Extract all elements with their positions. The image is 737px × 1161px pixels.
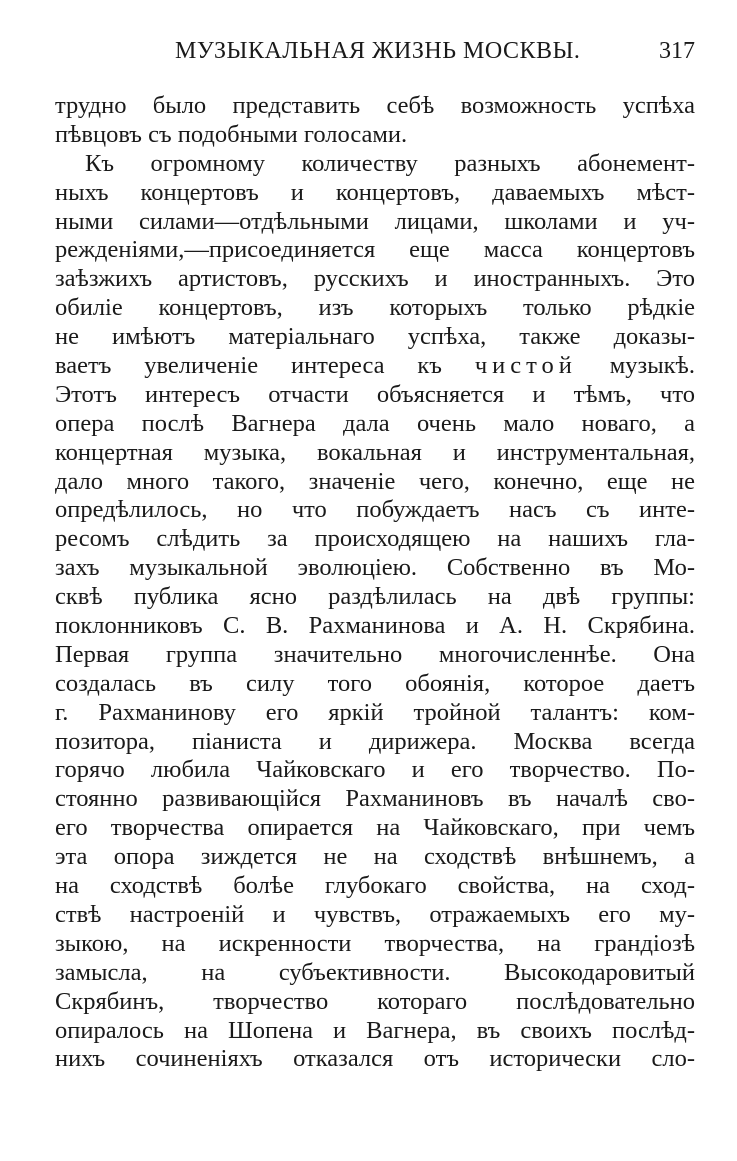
body-text — [55, 92, 695, 1074]
paragraph-start-line: Къ огромному количеству разныхъ абонемент- — [85, 149, 695, 177]
text-line: его творчества опирается на Чайковскаго, при чемъ — [55, 814, 695, 842]
running-title: МУЗЫКАЛЬНАЯ ЖИЗНЬ МОСКВЫ. — [175, 38, 581, 64]
text-line: опредѣлилось, но что побуждаетъ насъ съ инте- — [55, 496, 695, 524]
text-line: не имѣютъ матеріальнаго успѣха, также доказы- — [55, 323, 695, 351]
text-line: эта опора зиждется не на сходствѣ внѣшнемъ, а — [55, 843, 695, 871]
text-line: концертная музыка, вокальная и инструментальная, — [55, 438, 695, 466]
text-line: захъ музыкальной эволюціею. Собственно въ Мо- — [55, 554, 695, 582]
text-line: режденіями,—присоединяется еще масса концертовъ — [55, 236, 695, 264]
text-line: Первая группа значительно многочисленнѣе. Она — [55, 640, 695, 668]
text-line: зыкою, на искренности творчества, на грандіозѣ — [55, 929, 695, 957]
text-line: поклонниковъ С. В. Рахманинова и А. Н. Скрябина. — [55, 612, 695, 640]
text-line: заѣзжихъ артистовъ, русскихъ и иностранныхъ. Это — [55, 265, 695, 293]
spaced-emphasis-word: чистой — [474, 352, 577, 380]
text-line: замысла, на субъективности. Высокодаровитый — [55, 958, 695, 986]
text-line: ными силами—отдѣльными лицами, школами и уч- — [55, 207, 695, 235]
text-fragment: ваетъ увеличеніе интереса къ — [55, 352, 442, 380]
running-head — [55, 38, 695, 72]
text-line: опиралось на Шопена и Вагнера, въ своихъ послѣд- — [55, 1016, 695, 1044]
text-line: сквѣ публика ясно раздѣлилась на двѣ группы: — [55, 583, 695, 611]
text-line: стоянно развивающійся Рахманиновъ въ началѣ сво- — [55, 785, 695, 813]
page-number: 317 — [659, 38, 695, 64]
text-line: г. Рахманинову его яркій тройной талантъ: ком- — [55, 698, 695, 726]
text-line: горячо любила Чайковскаго и его творчество. По- — [55, 756, 695, 784]
text-line: ствѣ настроеній и чувствъ, отражаемыхъ его му- — [55, 900, 695, 928]
text-line: на сходствѣ болѣе глубокаго свойства, на сход- — [55, 872, 695, 900]
text-line: Скрябинъ, творчество котораго послѣдовательно — [55, 987, 695, 1015]
text-line: ресомъ слѣдить за происходящею на нашихъ гла- — [55, 525, 695, 553]
text-line: опера послѣ Вагнера дала очень мало новаго, а — [55, 409, 695, 437]
text-line: обиліе концертовъ, изъ которыхъ только рѣдкіе — [55, 294, 695, 322]
text-line: дало много такого, значеніе чего, конечно, еще не — [55, 467, 695, 495]
text-line: трудно было представить себѣ возможность успѣха — [55, 92, 695, 119]
text-line: создалась въ силу того обоянія, которое даетъ — [55, 669, 695, 697]
text-line: позитора, піаниста и дирижера. Москва всегда — [55, 727, 695, 755]
text-line: нихъ сочиненіяхъ отказался отъ исторически сло- — [55, 1045, 695, 1073]
text-line: пѣвцовъ съ подобными голосами. — [55, 120, 408, 148]
text-line: Этотъ интересъ отчасти объясняется и тѣмъ, что — [55, 380, 695, 408]
text-fragment: музыкѣ. — [609, 352, 695, 380]
text-line-with-spaced-word — [55, 352, 695, 381]
text-line: ныхъ концертовъ и концертовъ, даваемыхъ мѣст- — [55, 178, 695, 206]
